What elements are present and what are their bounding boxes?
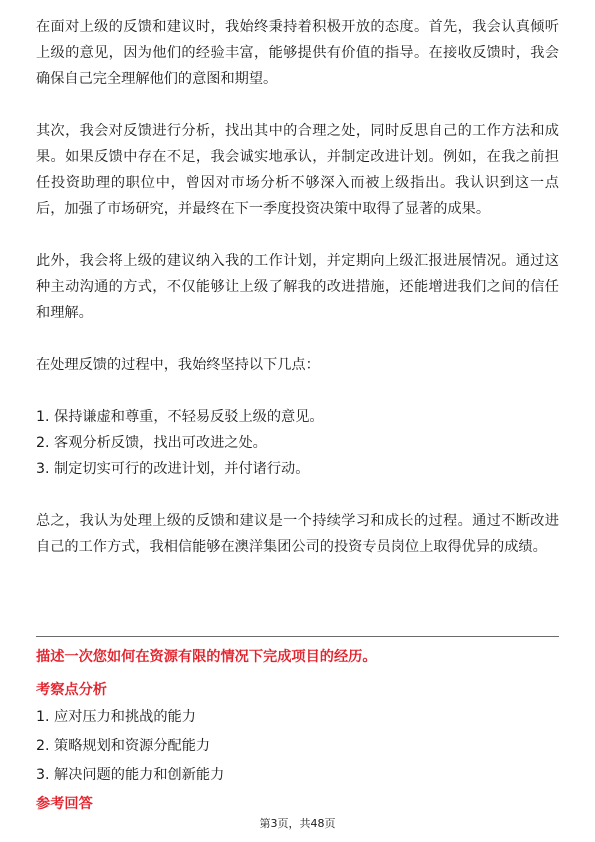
answer-body bbox=[36, 14, 559, 560]
page-number: 第3页，共48页 bbox=[259, 817, 336, 830]
body-paragraph: 在处理反馈的过程中，我始终坚持以下几点： bbox=[36, 357, 320, 373]
analysis-section bbox=[36, 677, 559, 790]
body-paragraph: 在面对上级的反馈和建议时，我始终秉持着积极开放的态度。首先，我会认真倾听上级的意见，因为他们的经验丰富，能够提供有价值的指导。在接收反馈时，我会确保自己完全理解他们的意图和期望。 bbox=[36, 19, 559, 87]
conclusion-paragraph: 总之，我认为处理上级的反馈和建议是一个持续学习和成长的过程。通过不断改进自己的工作方式，我相信能够在澳洋集团公司的投资专员岗位上取得优异的成绩。 bbox=[36, 513, 559, 555]
body-paragraph: 其次，我会对反馈进行分析，找出其中的合理之处，同时反思自己的工作方法和成果。如果反馈中存在不足，我会诚实地承认，并制定改进计划。例如，在我之前担任投资助理的职位中，曾因对市场分析不够深入而被上级指出。我认识到这一点后，加强了市场研究，并最终在下一季度投资决策中取得了显著的成果。 bbox=[36, 123, 559, 217]
list-item: 1. 保持谦虚和尊重，不轻易反驳上级的意见。 bbox=[36, 409, 324, 425]
analysis-heading: 考察点分析 bbox=[36, 682, 107, 698]
question-title: 描述一次您如何在资源有限的情况下完成项目的经历。 bbox=[36, 649, 377, 665]
section-divider bbox=[36, 636, 559, 637]
list-item: 1. 应对压力和挑战的能力 bbox=[36, 709, 196, 725]
list-item: 2. 客观分析反馈，找出可改进之处。 bbox=[36, 435, 267, 451]
reference-heading: 参考回答 bbox=[36, 796, 93, 812]
list-item: 2. 策略规划和资源分配能力 bbox=[36, 738, 211, 754]
body-paragraph: 此外，我会将上级的建议纳入我的工作计划，并定期向上级汇报进展情况。通过这种主动沟通的方式，不仅能够让上级了解我的改进措施，还能增进我们之间的信任和理解。 bbox=[36, 253, 559, 321]
list-item: 3. 解决问题的能力和创新能力 bbox=[36, 767, 225, 783]
list-item: 3. 制定切实可行的改进计划，并付诸行动。 bbox=[36, 461, 310, 477]
